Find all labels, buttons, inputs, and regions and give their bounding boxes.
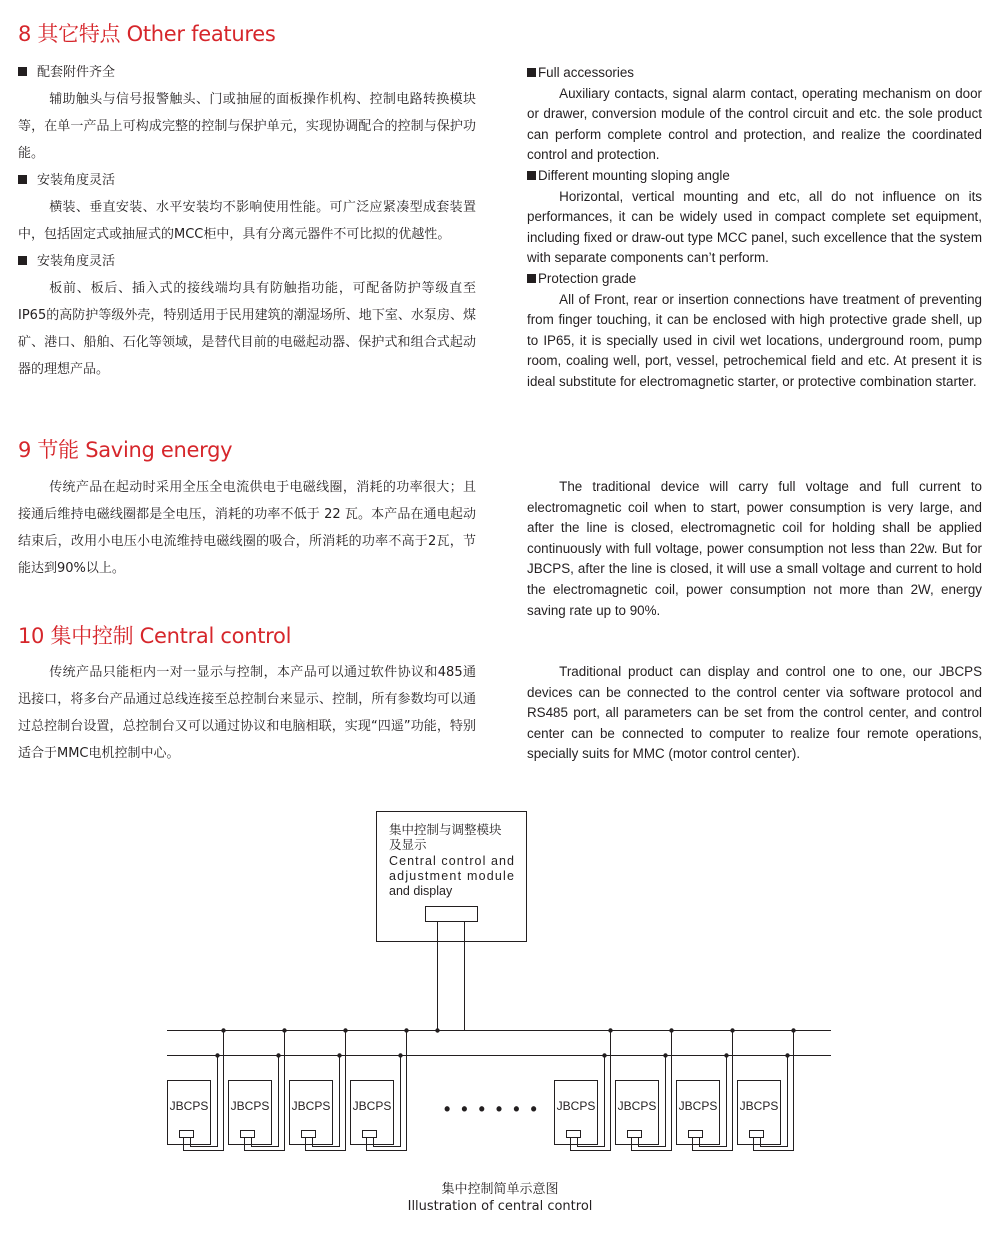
cn-item-head-text: 安装角度灵活 (37, 173, 116, 188)
cn-item-body-2: 横装、垂直安装、水平安装均不影响使用性能。可广泛应紧凑型成套装置中，包括固定式或抽屉式的MCC柜中，具有分离元器件不可比拟的优越性。 (18, 200, 476, 242)
bus-junction-dot (669, 1028, 673, 1032)
section-title-central-control: 10 集中控制 Central control (18, 624, 292, 648)
jbcps-device-label: JBCPS (291, 1099, 331, 1113)
en-item-body-2: Horizontal, vertical mounting and etc, all do not influence on its performances, it can be widely used in compact complete set equipment, including fixed or draw-out type MCC panel, such excellence that the system with separate components can’t perform. (527, 188, 982, 266)
bus-junction-dot (730, 1028, 734, 1032)
jbcps-device-port (750, 1131, 764, 1138)
central-module-port (426, 907, 478, 922)
cn-item-head-text: 安装角度灵活 (37, 254, 116, 269)
jbcps-device-label: JBCPS (739, 1099, 779, 1113)
bus-junction-dot (785, 1053, 789, 1057)
jbcps-device-port (302, 1131, 316, 1138)
en-item-head-text: Full accessories (538, 65, 634, 80)
central-module-label-en-1: Central control and (389, 854, 514, 868)
jbcps-device-port (241, 1131, 255, 1138)
bus-junction-dot (791, 1028, 795, 1032)
central-module-label-en-2: adjustment module (389, 869, 514, 883)
jbcps-device-label: JBCPS (169, 1099, 209, 1113)
en-item-body-1: Auxiliary contacts, signal alarm contact, operating mechanism on door or drawer, conversion module of the control circuit and etc. the sole product can perform complete control and protection, and realize the coordinated control and protection. (527, 85, 982, 163)
bus-junction-dot (602, 1053, 606, 1057)
diagram-caption-en: Illustration of central control (407, 1199, 593, 1214)
section-title-other-features: 8 其它特点 Other features (18, 22, 276, 46)
cn-item-body-1: 辅助触头与信号报警触头、门或抽屉的面板操作机构、控制电路转换模块等，在单一产品上可构成完整的控制与保护单元，实现协调配合的控制与保护功能。 (18, 92, 476, 161)
jbcps-device-port (180, 1131, 194, 1138)
bus-junction-dot (343, 1028, 347, 1032)
bus-junction-dot (663, 1053, 667, 1057)
jbcps-device-label: JBCPS (352, 1099, 392, 1113)
diagram-caption-cn: 集中控制简单示意图 (441, 1182, 559, 1197)
jbcps-device-port (363, 1131, 377, 1138)
jbcps-device-port (567, 1131, 581, 1138)
jbcps-device-label: JBCPS (230, 1099, 270, 1113)
cn-item-body-3: 板前、板后、插入式的接线端均具有防触指功能，可配备防护等级直至IP65的高防护等级外壳，特别适用于民用建筑的潮湿场所、地下室、水泵房、煤矿、港口、船舶、石化等领域，是替代目前的电磁起动器、保护式和组合式起动器的理想产品。 (18, 281, 476, 377)
central-module-label-en-3: and display (389, 884, 453, 898)
bus-junction-dot (276, 1053, 280, 1057)
central-module-label-cn-2: 及显示 (389, 837, 427, 852)
jbcps-device-label: JBCPS (556, 1099, 596, 1113)
jbcps-device-port (689, 1131, 703, 1138)
jbcps-device-label: JBCPS (617, 1099, 657, 1113)
jbcps-device-label: JBCPS (678, 1099, 718, 1113)
ellipsis-dots: • • • • • • (444, 1099, 540, 1119)
en-item-body-3: All of Front, rear or insertion connections have treatment of preventing from finger touching, it can be enclosed with high protective grade shell, up to IP65, it is specially used in civil wet locations, underground room, pump room, coaling well, port, vessel, petrochemical field and etc. At present it is ideal substitute for electromagnetic starter, or protective combination starter. (527, 291, 982, 389)
cn-item-head-text: 配套附件齐全 (37, 65, 116, 80)
bus-junction-dot (282, 1028, 286, 1032)
bus-junction-dot (337, 1053, 341, 1057)
bus-junction-dot (215, 1053, 219, 1057)
central-control-cn-text: 传统产品只能柜内一对一显示与控制，本产品可以通过软件协议和485通迅接口，将多台产品通过总线连接至总控制台来显示、控制，所有参数均可以通过总控制台设置，总控制台又可以通过协议和电脑相联，实现“四遥”功能，特别适合于MMC电机控制中心。 (18, 665, 476, 761)
bus-junction-dot (724, 1053, 728, 1057)
central-module-label-cn-1: 集中控制与调整模块 (389, 822, 502, 837)
en-item-head-text: Protection grade (538, 270, 637, 286)
junction-dot (435, 1028, 439, 1032)
bus-junction-dot (404, 1028, 408, 1032)
bus-junction-dot (608, 1028, 612, 1032)
en-item-head-text: Different mounting sloping angle (538, 167, 730, 183)
section-title-saving-energy: 9 节能 Saving energy (18, 438, 233, 462)
central-control-en-text: Traditional product can display and control one to one, our JBCPS devices can be connected to the control center via software protocol and RS485 port, all parameters can be set from the control center, and control center can be connected to computer to realize four remote operations, specially suits for MMC (motor control center). (527, 664, 982, 762)
jbcps-device-port (628, 1131, 642, 1138)
bus-junction-dot (221, 1028, 225, 1032)
saving-energy-cn-text: 传统产品在起动时采用全压全电流供电于电磁线圈，消耗的功率很大；且接通后维持电磁线圈都是全电压，消耗的功率不低于 22 瓦。本产品在通电起动结束后，改用小电压小电流维持电磁线圈的吸合，所消耗的功率不高于2瓦，节能达到90%以上。 (18, 480, 476, 576)
bus-junction-dot (398, 1053, 402, 1057)
saving-energy-en-text: The traditional device will carry full voltage and full current to electromagnetic coil when to start, power consumption is very large, and after the line is closed, electromagnetic coil for holding shall be applied continuously with full voltage, power consumption not less than 22w. But for JBCPS, after the line is closed, it will use a small voltage and current to hold the electromagnetic coil, power consumption not more than 2W, energy saving rate up to 90%. (527, 479, 982, 618)
